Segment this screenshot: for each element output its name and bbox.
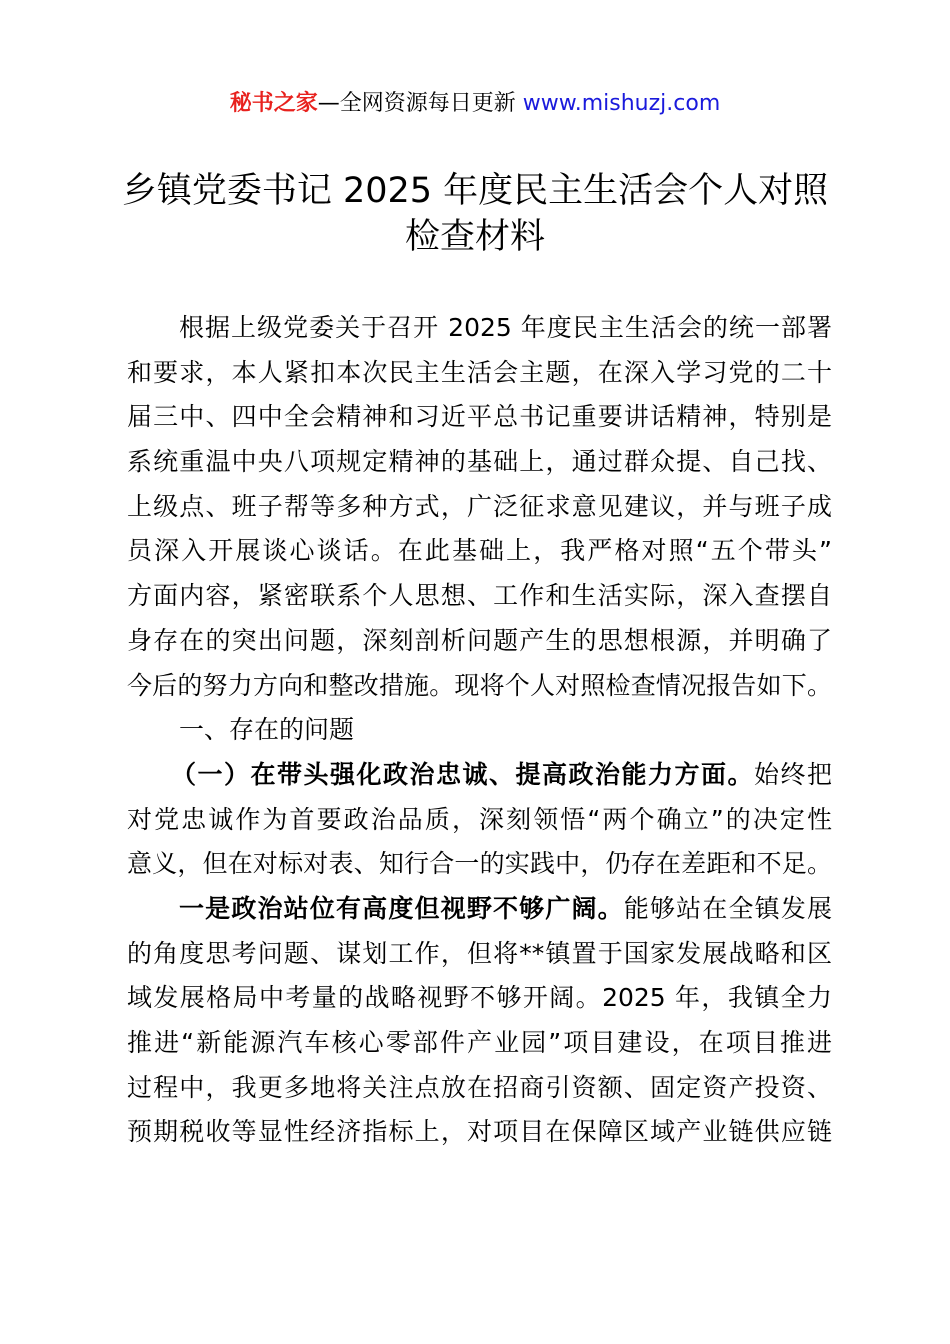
brand-name: 秘书之家	[229, 91, 318, 116]
text-line: 今后的努力方向和整改措施。现将个人对照检查情况报告如下。	[127, 670, 832, 700]
document-body	[127, 306, 832, 1155]
point-heading: 一是政治站位有高度但视野不够广阔。	[179, 893, 624, 923]
text-line: 方面内容，紧密联系个人思想、工作和生活实际，深入查摆自	[127, 581, 832, 611]
text-line: 域发展格局中考量的战略视野不够开阔。2025 年，我镇全力	[127, 983, 832, 1013]
header-tagline: —全网资源每日更新	[317, 91, 523, 116]
text-line: 员深入开展谈心谈话。在此基础上，我严格对照“五个带头”	[127, 536, 832, 566]
text-run: 能够站在全镇发展	[623, 893, 832, 923]
document-title	[100, 168, 850, 260]
text-line: 系统重温中央八项规定精神的基础上，通过群众提、自己找、	[127, 447, 832, 477]
intro-paragraph	[127, 306, 832, 708]
subsection-heading: （一）在带头强化政治忠诚、提高政治能力方面。	[171, 759, 754, 789]
text-line: 届三中、四中全会精神和习近平总书记重要讲话精神，特别是	[127, 402, 832, 432]
watermark-header	[0, 88, 950, 120]
text-line: 的角度思考问题、谋划工作，但将**镇置于国家发展战略和区	[127, 938, 832, 968]
text-line: 根据上级党委关于召开 2025 年度民主生活会的统一部署	[179, 313, 832, 342]
text-line	[127, 887, 832, 932]
text-line: 和要求，本人紧扣本次民主生活会主题，在深入学习党的二十	[127, 357, 832, 387]
text-line: 上级点、班子帮等多种方式，广泛征求意见建议，并与班子成	[127, 491, 832, 521]
text-line: 身存在的突出问题，深刻剖析问题产生的思想根源，并明确了	[127, 625, 832, 655]
text-line	[127, 753, 832, 798]
text-line: 过程中，我更多地将关注点放在招商引资额、固定资产投资、	[127, 1072, 832, 1102]
title-line-2: 检查材料	[404, 217, 545, 257]
text-line: 预期税收等显性经济指标上，对项目在保障区域产业链供应链	[127, 1117, 832, 1147]
section-heading: 一、存在的问题	[179, 715, 355, 745]
text-line: 意义，但在对标对表、知行合一的实践中，仍存在差距和不足。	[127, 849, 832, 879]
title-line-1: 乡镇党委书记 2025 年度民主生活会个人对照	[121, 171, 829, 211]
text-line: 对党忠诚作为首要政治品质，深刻领悟“两个确立”的决定性	[127, 804, 832, 834]
point-paragraph	[127, 887, 832, 1155]
subsection-paragraph	[127, 753, 832, 887]
header-url[interactable]: www.mishuzj.com	[522, 91, 721, 116]
text-run: 始终把	[753, 759, 832, 789]
text-line: 推进“新能源汽车核心零部件产业园”项目建设，在项目推进	[127, 1028, 832, 1057]
